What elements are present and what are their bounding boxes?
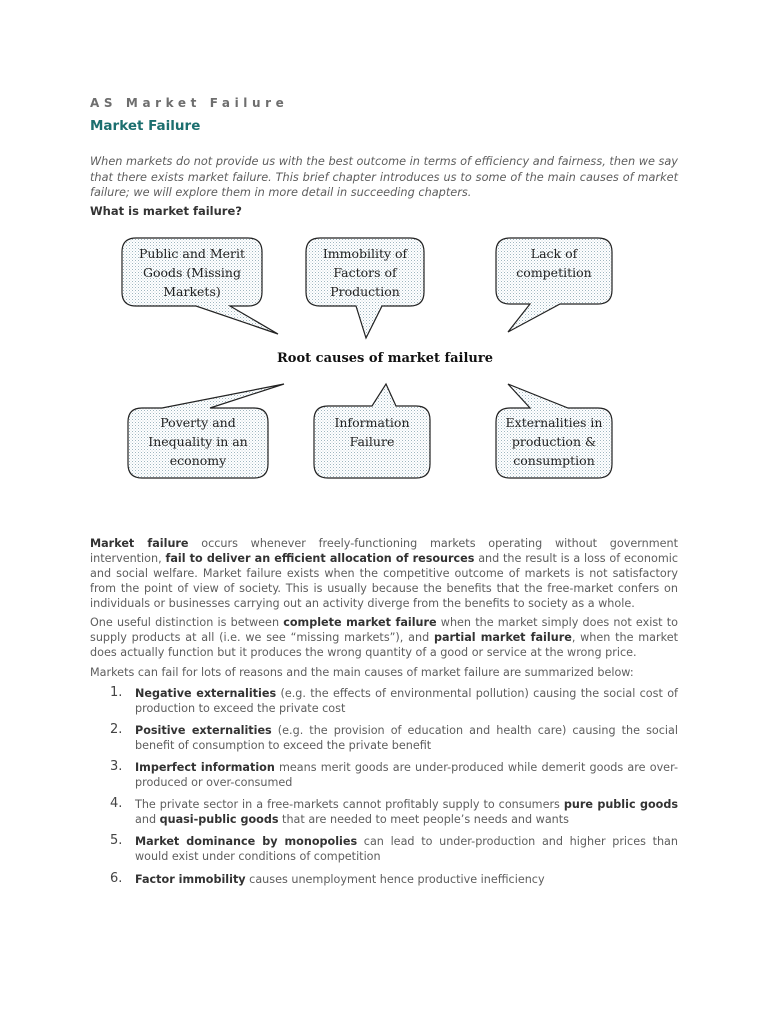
bubble-line: Information — [334, 415, 410, 430]
text-run: , when the market does actually function but it produces the wrong quantity of a good or service at the wrong price. — [90, 631, 678, 659]
text-run: when the market simply does not exist to supply products at all (i.e. we see “missing markets”), and — [90, 616, 678, 644]
list-term: Market dominance by monopolies — [135, 835, 358, 848]
bubble-line: Poverty and — [160, 415, 236, 430]
bubble-text-public-merit — [122, 244, 262, 301]
list-text: means merit goods are under-produced while demerit goods are over-produced or over-consumed — [135, 761, 678, 789]
bubble-line: Markets) — [163, 284, 221, 299]
list-number: 5. — [110, 833, 123, 848]
bubble-line: Public and Merit — [138, 246, 246, 261]
bubble-line: economy — [169, 453, 227, 468]
term-efficient-allocation: fail to deliver an efficient allocation of resources — [165, 552, 475, 565]
list-text: causes unemployment hence productive inefficiency — [245, 873, 545, 886]
bubble-line: Immobility of — [322, 246, 408, 261]
bubble-line: competition — [516, 265, 592, 280]
bubble-line: Goods (Missing — [143, 265, 241, 280]
list-text: that are needed to meet people’s needs and wants — [278, 813, 569, 826]
bubble-line: Inequality in an — [148, 434, 248, 449]
paragraph-distinction — [90, 615, 678, 660]
bubble-line: Lack of — [530, 246, 578, 261]
intro-paragraph: When markets do not provide us with the best outcome in terms of efficiency and fairness, then we say that there exists market failure. This brief chapter introduces us to some of the main causes of market failure; we will explore them in more detail in succeeding chapters. — [90, 155, 678, 199]
root-causes-diagram — [90, 230, 678, 500]
list-text: can lead to under-production and higher prices than would exist under conditions of competition — [135, 835, 679, 863]
bubble-text-externalities — [496, 413, 612, 470]
list-term: Negative externalities — [135, 687, 277, 700]
bubble-line: Production — [330, 284, 400, 299]
bubble-line: production & — [511, 434, 597, 449]
bubble-line: Factors of — [333, 265, 397, 280]
term-partial-market-failure: partial market failure — [433, 631, 572, 644]
list-term: pure public goods — [563, 798, 678, 811]
list-number: 4. — [110, 796, 123, 811]
list-term: quasi-public goods — [159, 813, 279, 826]
list-number: 3. — [110, 759, 123, 774]
list-text: (e.g. the effects of environmental pollution) causing the social cost of production to exceed the private cost — [135, 687, 678, 715]
list-number: 2. — [110, 722, 123, 737]
list-term: Positive externalities — [135, 724, 272, 737]
bubble-text-poverty — [128, 413, 268, 470]
document-title: AS Market Failure — [90, 96, 289, 110]
bubble-text-information — [314, 413, 430, 451]
text-run: and the result is a loss of economic and social welfare. Market failure exists when the competitive outcome of markets is not satisfactory from the point of view of society. This is usually because the benefits that the free-market confers on individuals or businesses carrying out an activity diverge from the benefits to society as a whole. — [90, 552, 678, 610]
bubble-line: Failure — [349, 434, 395, 449]
section-heading: Market Failure — [90, 118, 201, 134]
text-run: One useful distinction is between — [90, 616, 284, 629]
term-market-failure: Market failure — [90, 537, 189, 550]
bubble-text-immobility — [306, 244, 424, 301]
diagram-center-label: Root causes of market failure — [277, 351, 493, 366]
question-heading: What is market failure? — [90, 204, 242, 218]
paragraph-definition — [90, 536, 678, 611]
list-number: 6. — [110, 871, 123, 886]
list-number: 1. — [110, 685, 123, 700]
list-text: The private sector in a free-markets cannot profitably supply to consumers — [135, 798, 564, 811]
bubble-line: Externalities in — [505, 415, 603, 430]
bubble-text-lack-of-competition — [496, 244, 612, 282]
bubble-line: consumption — [513, 453, 595, 468]
list-text: (e.g. the provision of education and health care) causing the social benefit of consumption to exceed the private benefit — [135, 724, 678, 752]
term-complete-market-failure: complete market failure — [283, 616, 437, 629]
list-text: and — [135, 813, 160, 826]
paragraph-list-intro: Markets can fail for lots of reasons and the main causes of market failure are summarized below: — [90, 666, 634, 679]
list-term: Factor immobility — [135, 873, 246, 886]
list-term: Imperfect information — [135, 761, 275, 774]
text-run: occurs whenever freely-functioning markets operating without government intervention, — [90, 537, 678, 565]
